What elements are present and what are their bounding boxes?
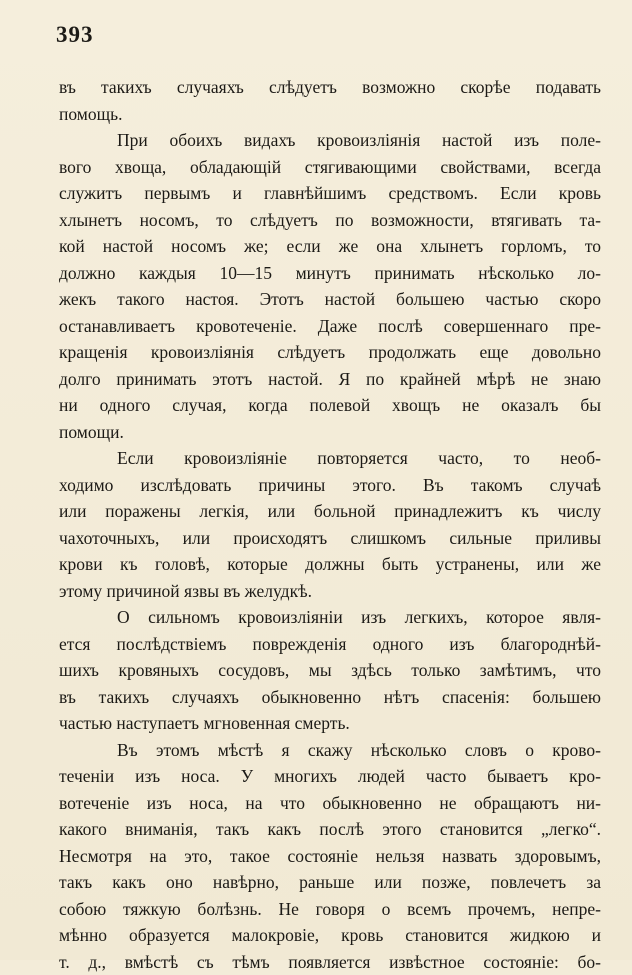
text-line: Если кровоизліяніе повторяется часто, то необ- xyxy=(59,445,601,472)
text-line: какого вниманія, такъ какъ послѣ этого становится „легко“. xyxy=(59,816,601,843)
text-line: останавливаетъ кровотеченіе. Даже послѣ совершеннаго пре- xyxy=(59,313,601,340)
text-line: или поражены легкія, или больной принадлежитъ къ числу xyxy=(59,498,601,525)
text-line: теченіи изъ носа. У многихъ людей часто бываетъ кро- xyxy=(59,763,601,790)
text-line: ходимо изслѣдовать причины этого. Въ такомъ случаѣ xyxy=(59,472,601,499)
text-line: крови къ головѣ, которые должны быть устранены, или же xyxy=(59,551,601,578)
text-line: служитъ первымъ и главнѣйшимъ средствомъ. Если кровь xyxy=(59,180,601,207)
text-line: въ такихъ случаяхъ слѣдуетъ возможно скорѣе подавать xyxy=(59,74,601,101)
text-line: ни одного случая, когда полевой хвощъ не оказалъ бы xyxy=(59,392,601,419)
text-line: кой настой носомъ же; если же она хлынетъ горломъ, то xyxy=(59,233,601,260)
text-line: помощь. xyxy=(59,101,601,128)
text-line: въ такихъ случаяхъ обыкновенно нѣтъ спасенія: большею xyxy=(59,684,601,711)
text-line: этому причиной язвы въ желудкѣ. xyxy=(59,578,601,605)
body-text xyxy=(59,74,601,975)
text-line: должно каждыя 10—15 минутъ принимать нѣсколько ло- xyxy=(59,260,601,287)
page-number: 393 xyxy=(56,22,94,48)
text-line: частью наступаетъ мгновенная смерть. xyxy=(59,710,601,737)
text-line: кращенія кровоизліянія слѣдуетъ продолжать еще довольно xyxy=(59,339,601,366)
text-line: т. д., вмѣстѣ съ тѣмъ появляется извѣстное состояніе: бо- xyxy=(59,949,601,975)
text-line: Въ этомъ мѣстѣ я скажу нѣсколько словъ о крово- xyxy=(59,737,601,764)
text-line: ется послѣдствіемъ поврежденія одного изъ благороднѣй- xyxy=(59,631,601,658)
text-line: вотеченіе изъ носа, на что обыкновенно не обращаютъ ни- xyxy=(59,790,601,817)
text-line: вого хвоща, обладающій стягивающими свойствами, всегда xyxy=(59,154,601,181)
text-line: помощи. xyxy=(59,419,601,446)
text-line: чахоточныхъ, или происходятъ слишкомъ сильные приливы xyxy=(59,525,601,552)
text-line: шихъ кровяныхъ сосудовъ, мы здѣсь только замѣтимъ, что xyxy=(59,657,601,684)
text-line: собою тяжкую болѣзнь. Не говоря о всемъ прочемъ, непре- xyxy=(59,896,601,923)
text-line: жекъ такого настоя. Этотъ настой большею частью скоро xyxy=(59,286,601,313)
text-line: Несмотря на это, такое состояніе нельзя назвать здоровымъ, xyxy=(59,843,601,870)
text-line: такъ какъ оно навѣрно, раньше или позже, повлечетъ за xyxy=(59,869,601,896)
text-line: мѣнно образуется малокровіе, кровь становится жидкою и xyxy=(59,922,601,949)
text-line: О сильномъ кровоизліяніи изъ легкихъ, которое явля- xyxy=(59,604,601,631)
text-line: При обоихъ видахъ кровоизліянія настой изъ поле- xyxy=(59,127,601,154)
text-line: хлынетъ носомъ, то слѣдуетъ по возможности, втягивать та- xyxy=(59,207,601,234)
text-line: долго принимать этотъ настой. Я по крайней мѣрѣ не знаю xyxy=(59,366,601,393)
